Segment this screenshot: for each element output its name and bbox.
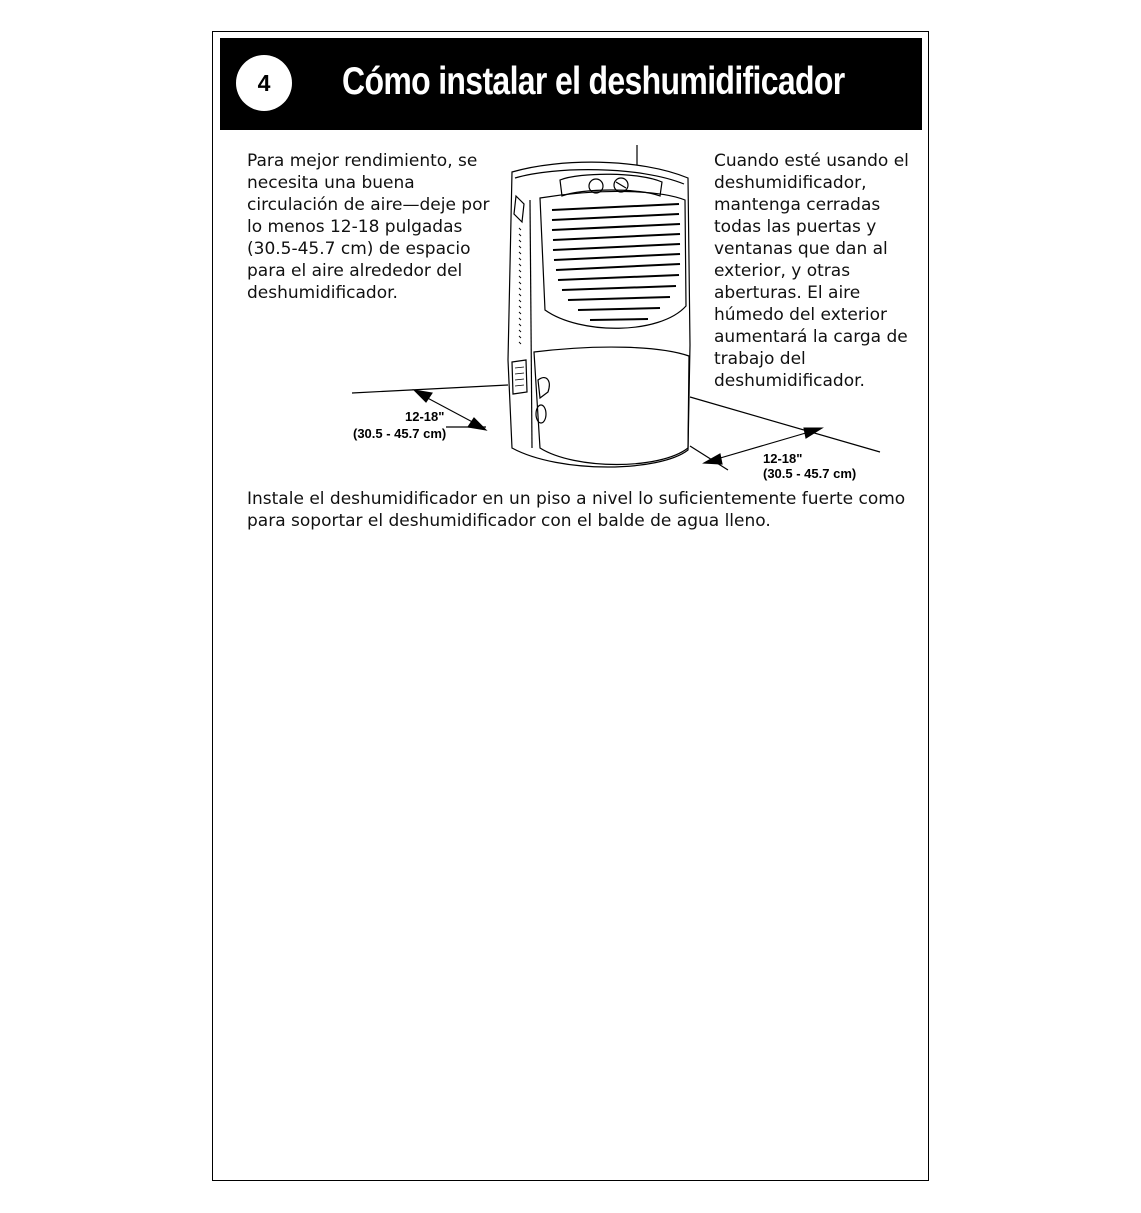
text-line: Instale el deshumidificador en un piso a nivel lo suficientemente fuerte como — [247, 489, 906, 509]
text-line: aumentará la carga de — [714, 327, 908, 347]
text-line: lo menos 12-18 pulgadas — [247, 217, 463, 237]
text-line: (30.5-45.7 cm) de espacio — [247, 239, 471, 259]
text-line: trabajo del — [714, 349, 806, 369]
text-line: húmedo del exterior — [714, 305, 887, 325]
text-line: Cuando esté usando el — [714, 151, 909, 171]
page-title: Cómo instalar el deshumidificador — [342, 60, 845, 103]
text-line: aberturas. El aire — [714, 283, 861, 303]
text-line: deshumidificador, — [714, 173, 867, 193]
right-clearance-label: 12-18" — [763, 451, 803, 466]
floor-instructions — [247, 488, 907, 532]
step-number-badge: 4 — [236, 55, 292, 111]
text-line: exterior, y otras — [714, 261, 851, 281]
left-clearance-label: 12-18" — [405, 409, 445, 424]
left-clearance-metric-label: (30.5 - 45.7 cm) — [353, 426, 447, 441]
text-line: deshumidificador. — [714, 371, 865, 391]
text-line: deshumidificador. — [247, 283, 398, 303]
dehumidifier-clearance-illustration — [340, 140, 900, 485]
text-line: mantenga cerradas — [714, 195, 881, 215]
text-line: circulación de aire—deje por — [247, 195, 490, 215]
right-clearance-metric-label: (30.5 - 45.7 cm) — [763, 466, 857, 481]
text-line: necesita una buena — [247, 173, 415, 193]
text-line: ventanas que dan al — [714, 239, 888, 259]
wall-line-left — [352, 385, 508, 393]
text-line: para el aire alrededor del — [247, 261, 463, 281]
text-line: Para mejor rendimiento, se — [247, 151, 478, 171]
text-line: para soportar el deshumidificador con el balde de agua lleno. — [247, 511, 771, 531]
wall-line-right — [690, 397, 880, 452]
text-line: todas las puertas y — [714, 217, 877, 237]
